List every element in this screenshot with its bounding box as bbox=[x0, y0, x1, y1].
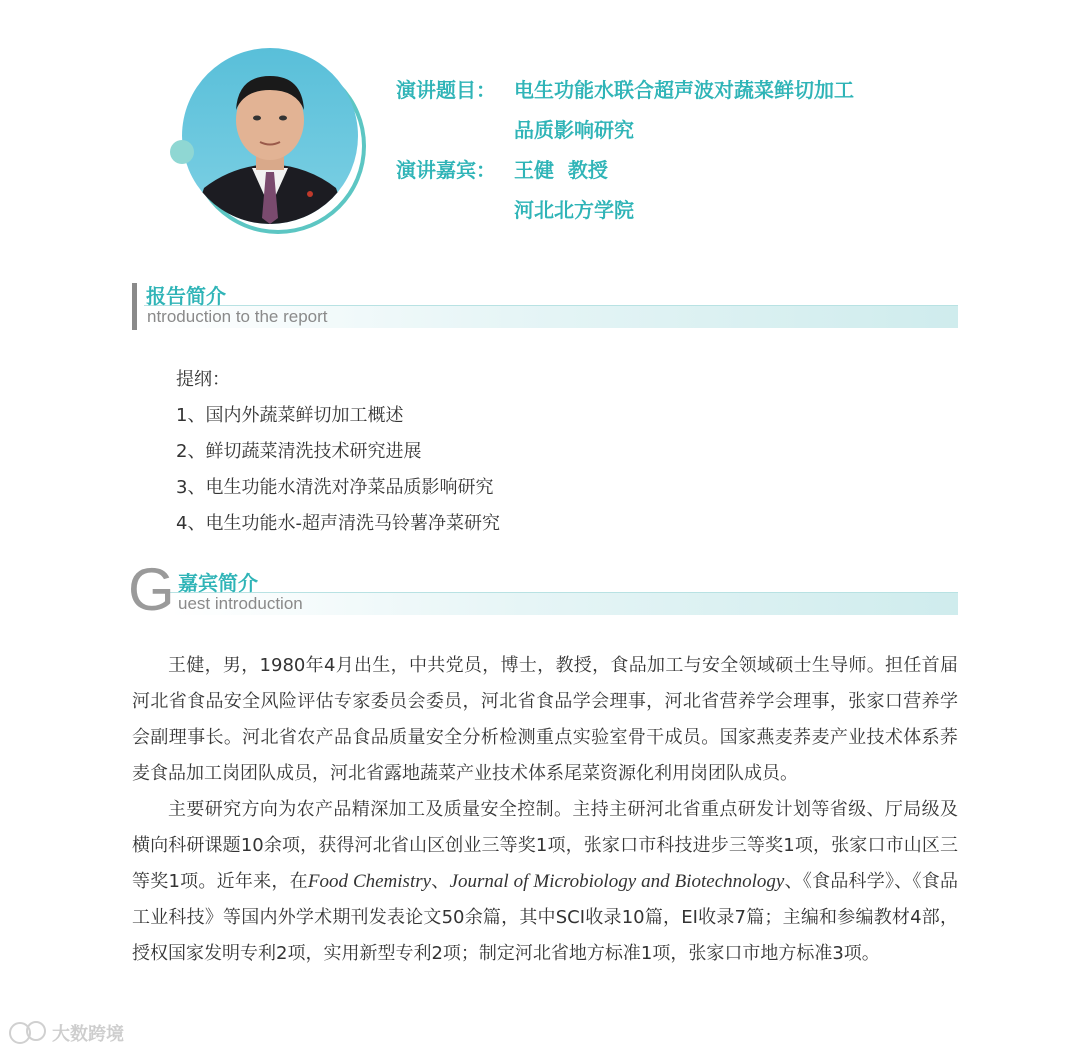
talk-title bbox=[514, 70, 934, 150]
talk-title-line1: 电生功能水联合超声波对蔬菜鲜切加工 bbox=[514, 78, 854, 102]
speaker-portrait bbox=[168, 36, 368, 236]
bio-paragraph-2 bbox=[132, 792, 958, 972]
outline bbox=[176, 362, 500, 542]
bio-text: 、《食品科学》、《食品工业科技》等国内外学术期刊发表论文50余篇，其中SCI收录10篇，EI收录7篇；主编和参编教材4部，授权国家发明专利2项，实用新型专利2项；制定河北省地方标准1项，张家口市地方标准3项。 bbox=[132, 871, 958, 964]
bio-text: 主要研究方向为农产品精深加工及质量安全控制。主持主研河北省重点研发计划等省级、厅局级及横向科研课题10余项，获得河北省山区创业三等奖1项，张家口市科技进步三等奖1项，张家口市山区三等奖1项。近年来，在 bbox=[132, 799, 958, 892]
outline-item: 2、鲜切蔬菜清洗技术研究进展 bbox=[176, 441, 422, 462]
outline-item: 3、电生功能水清洗对净菜品质影响研究 bbox=[176, 477, 494, 498]
journal-name: Journal of Microbiology and Biotechnology bbox=[449, 871, 785, 892]
talk-title-line2: 品质影响研究 bbox=[514, 118, 634, 142]
speaker-illustration bbox=[182, 48, 358, 224]
guest-section-title: 嘉宾简介 bbox=[178, 571, 258, 595]
watermark bbox=[6, 1016, 124, 1050]
section-marker bbox=[132, 283, 137, 330]
report-section-title: 报告简介 bbox=[146, 284, 226, 308]
talk-title-label: 演讲题目： bbox=[396, 78, 496, 102]
journal-name: Food Chemistry bbox=[307, 871, 432, 892]
outline-item: 4、电生功能水-超声清洗马铃薯净菜研究 bbox=[176, 513, 500, 534]
outline-heading: 提纲： bbox=[176, 369, 230, 390]
report-section-heading bbox=[132, 283, 958, 333]
speaker-affiliation: 河北北方学院 bbox=[514, 198, 634, 222]
bio-text: 、 bbox=[431, 871, 450, 892]
outline-item: 1、国内外蔬菜鲜切加工概述 bbox=[176, 405, 404, 426]
speaker-photo bbox=[182, 48, 358, 224]
guest-section-letter: G bbox=[128, 556, 175, 623]
speaker-info bbox=[514, 150, 934, 230]
report-section-subtitle: ntroduction to the report bbox=[147, 307, 328, 326]
watermark-text: 大数跨境 bbox=[52, 1024, 124, 1045]
speaker-name: 王健 教授 bbox=[514, 158, 608, 182]
talk-info bbox=[396, 70, 934, 230]
guest-section-subtitle: uest introduction bbox=[178, 594, 303, 613]
bio-paragraph-1: 王健，男，1980年4月出生，中共党员，博士，教授，食品加工与安全领域硕士生导师。担任首届河北省食品安全风险评估专家委员会委员，河北省食品学会理事，河北省营养学会理事，张家口营养学会副理事长。河北省农产品食品质量安全分析检测重点实验室骨干成员。国家燕麦荞麦产业技术体系荞麦食品加工岗团队成员，河北省露地蔬菜产业技术体系尾菜资源化利用岗团队成员。 bbox=[132, 655, 958, 784]
guest-section-heading bbox=[128, 556, 958, 623]
speaker-label: 演讲嘉宾： bbox=[396, 158, 496, 182]
speaker-bio bbox=[132, 648, 958, 972]
chat-bubble-icon bbox=[6, 1019, 52, 1047]
decorative-bubble bbox=[170, 140, 194, 164]
